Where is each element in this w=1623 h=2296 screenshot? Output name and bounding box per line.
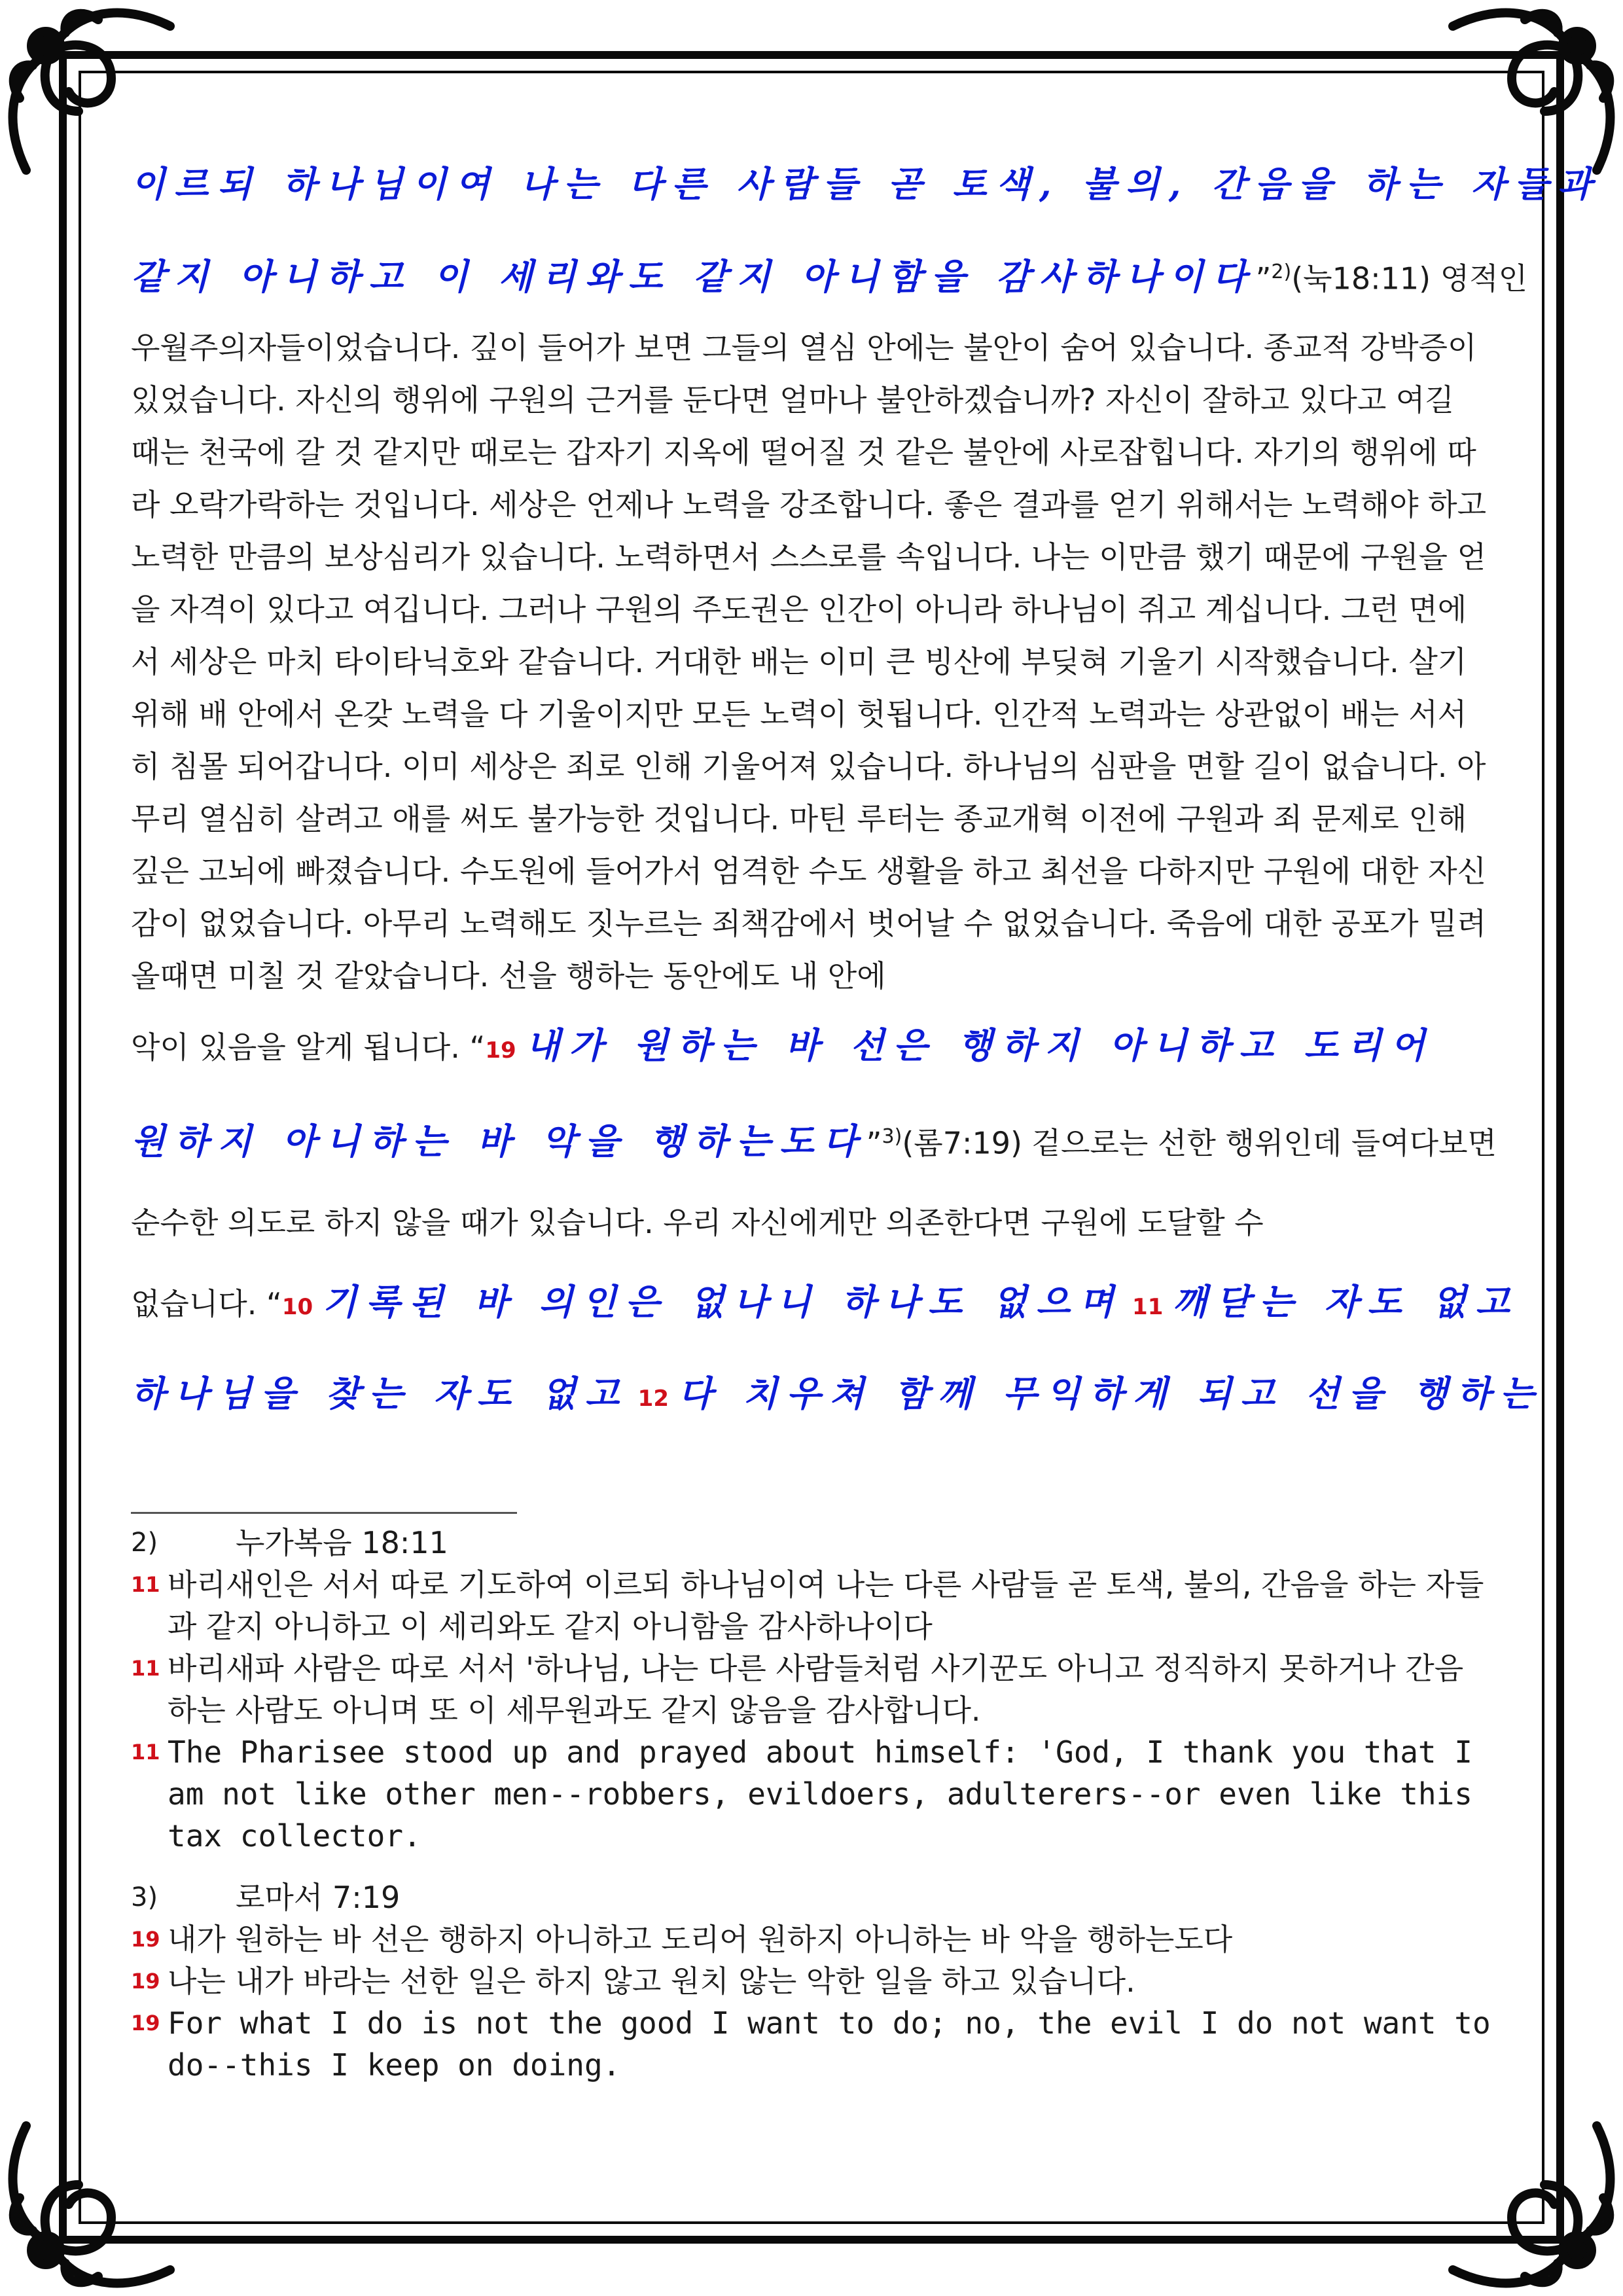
spacer xyxy=(131,1857,1492,1876)
verse-text: 내가 원하는 바 선은 행하지 아니하고 도리어 원하지 아니하는 바 악을 행하는도다 xyxy=(168,1922,1233,1957)
body-text: 악이 있음을 알게 됩니다. “ xyxy=(131,1030,486,1066)
close-quote: ” xyxy=(866,1125,882,1161)
footnote-verse xyxy=(131,1564,1492,1647)
verse-text: The Pharisee stood up and prayed about himself: 'God, I thank you that I am not like other men--robbers, evildoers, adulterers--or even like this tax collector. xyxy=(168,1734,1472,1854)
footnote-ref[interactable]: 3) xyxy=(882,1125,902,1149)
scripture-line xyxy=(131,1094,1497,1186)
footnote xyxy=(131,1876,1492,2086)
footnote-verse xyxy=(131,1647,1492,1731)
verse-number: 19 xyxy=(131,1969,160,1994)
scripture-quote: 깨닫는 자도 없고 xyxy=(1172,1280,1519,1323)
body-text: 없습니다. “ xyxy=(131,1285,282,1321)
scripture-quote: 원하지 아니하는 바 악을 행하는도다 xyxy=(131,1120,866,1162)
verse-number: 11 xyxy=(1132,1293,1164,1320)
footnote-verse xyxy=(131,1918,1492,1960)
verse-number: 11 xyxy=(131,1572,160,1597)
ornamental-corner-icon xyxy=(0,2100,196,2296)
footnote-header xyxy=(131,1876,1492,1918)
footnote xyxy=(131,1522,1492,1857)
scripture-line xyxy=(131,229,1528,321)
verse-text: 나는 내가 바라는 선한 일은 하지 않고 원치 않는 악한 일을 하고 있습니다. xyxy=(168,1964,1135,1999)
footnote-mark: 3) xyxy=(131,1882,158,1912)
footnote-header xyxy=(131,1522,1492,1564)
verse-number: 11 xyxy=(131,1740,160,1765)
ornamental-corner-icon xyxy=(1427,2100,1623,2296)
scripture-line xyxy=(131,1002,1492,1094)
scripture-line xyxy=(131,141,1601,229)
verse-number: 19 xyxy=(485,1037,516,1064)
footnote-verse xyxy=(131,2002,1492,2086)
scripture-quote: 내가 원하는 바 선은 행하지 아니하고 도리어 xyxy=(526,1024,1435,1067)
footnote-ref[interactable]: 2) xyxy=(1271,260,1292,283)
verse-number: 12 xyxy=(637,1385,669,1412)
scripture-quote: 다 치우쳐 함께 무익하게 되고 선을 행하는 xyxy=(678,1372,1544,1414)
scripture-line xyxy=(131,1259,1519,1350)
footnote-title: 로마서 7:19 xyxy=(236,1880,401,1915)
scripture-quote: 같지 아니하고 이 세리와도 같지 아니함을 감사하나이다 xyxy=(131,255,1256,298)
footnotes xyxy=(131,1522,1492,2086)
scripture-quote: 하나님을 찾는 자도 없고 xyxy=(131,1372,629,1414)
footnote-mark: 2) xyxy=(131,1528,158,1558)
verse-number: 19 xyxy=(131,2011,160,2036)
verse-number: 10 xyxy=(281,1293,313,1320)
verse-reference: (눅18:11) 영적인 xyxy=(1291,260,1528,296)
close-quote: ” xyxy=(1255,260,1272,296)
footnote-divider xyxy=(131,1512,517,1514)
scripture-quote: 이르되 하나님이여 나는 다른 사람들 곧 토색, 불의, 간음을 하는 자들과 xyxy=(131,163,1601,205)
scripture-line xyxy=(131,1350,1544,1442)
scripture-quote: 기록된 바 의인은 없나니 하나도 없으며 xyxy=(322,1280,1123,1323)
verse-number: 19 xyxy=(131,1927,160,1952)
main-text xyxy=(131,141,1601,1442)
footnote-title: 누가복음 18:11 xyxy=(236,1525,448,1560)
verse-text: 바리새파 사람은 따로 서서 '하나님, 나는 다른 사람들처럼 사기꾼도 아니고 정직하지 못하거나 간음하는 사람도 아니며 또 이 세무원과도 같지 않음을 감사합니다. xyxy=(168,1651,1464,1728)
footnote-verse xyxy=(131,1731,1492,1857)
body-line: 순수한 의도로 하지 않을 때가 있습니다. 우리 자신에게만 의존한다면 구원에 도달할 수 xyxy=(131,1204,1264,1240)
verse-number: 11 xyxy=(131,1656,160,1681)
verse-text: 바리새인은 서서 따로 기도하여 이르되 하나님이여 나는 다른 사람들 곧 토색, 불의, 간음을 하는 자들과 같지 아니하고 이 세리와도 같지 아니함을 감사하나이다 xyxy=(168,1567,1484,1644)
verse-reference: (롬7:19) 겉으로는 선한 행위인데 들여다보면 xyxy=(902,1125,1497,1161)
footnote-verse xyxy=(131,1960,1492,2002)
verse-text: For what I do is not the good I want to do; no, the evil I do not want to do--this I keep on doing. xyxy=(168,2005,1491,2083)
body-paragraph: 우월주의자들이었습니다. 깊이 들어가 보면 그들의 열심 안에는 불안이 숨어 있습니다. 종교적 강박증이 있었습니다. 자신의 행위에 구원의 근거를 둔다면 얼마나 불안하겠습니까? 자신이 잘하고 있다고 여길 때는 천국에 갈 것 같지만 때로는 갑자기 지옥에 떨어질 것 같은 불안에 사로잡힙니다. 자기의 행위에 따라 오락가락하는 것입니다. 세상은 언제나 노력을 강조합니다. 좋은 결과를 얻기 위해서는 노력해야 하고 노력한 만큼의 보상심리가 있습니다. 노력하면서 스스로를 속입니다. 나는 이만큼 했기 때문에 구원을 얻을 자격이 있다고 여깁니다. 그러나 구원의 주도권은 인간이 아니라 하나님이 쥐고 계십니다. 그런 면에서 세상은 마치 타이타닉호와 같습니다. 거대한 배는 이미 큰 빙산에 부딪혀 기울기 시작했습니다. 살기 위해 배 안에서 온갖 노력을 다 기울이지만 모든 노력이 헛됩니다. 인간적 노력과는 상관없이 배는 서서히 침몰 되어갑니다. 이미 세상은 죄로 인해 기울어져 있습니다. 하나님의 심판을 면할 길이 없습니다. 아무리 열심히 살려고 애를 써도 불가능한 것입니다. 마틴 루터는 종교개혁 이전에 구원과 죄 문제로 인해 깊은 고뇌에 빠졌습니다. 수도원에 들어가서 엄격한 수도 생활을 하고 최선을 다하지만 구원에 대한 자신감이 없었습니다. 아무리 노력해도 짓누르는 죄책감에서 벗어날 수 없었습니다. 죽음에 대한 공포가 밀려올때면 미칠 것 같았습니다. 선을 행하는 동안에도 내 안에 xyxy=(131,330,1487,994)
